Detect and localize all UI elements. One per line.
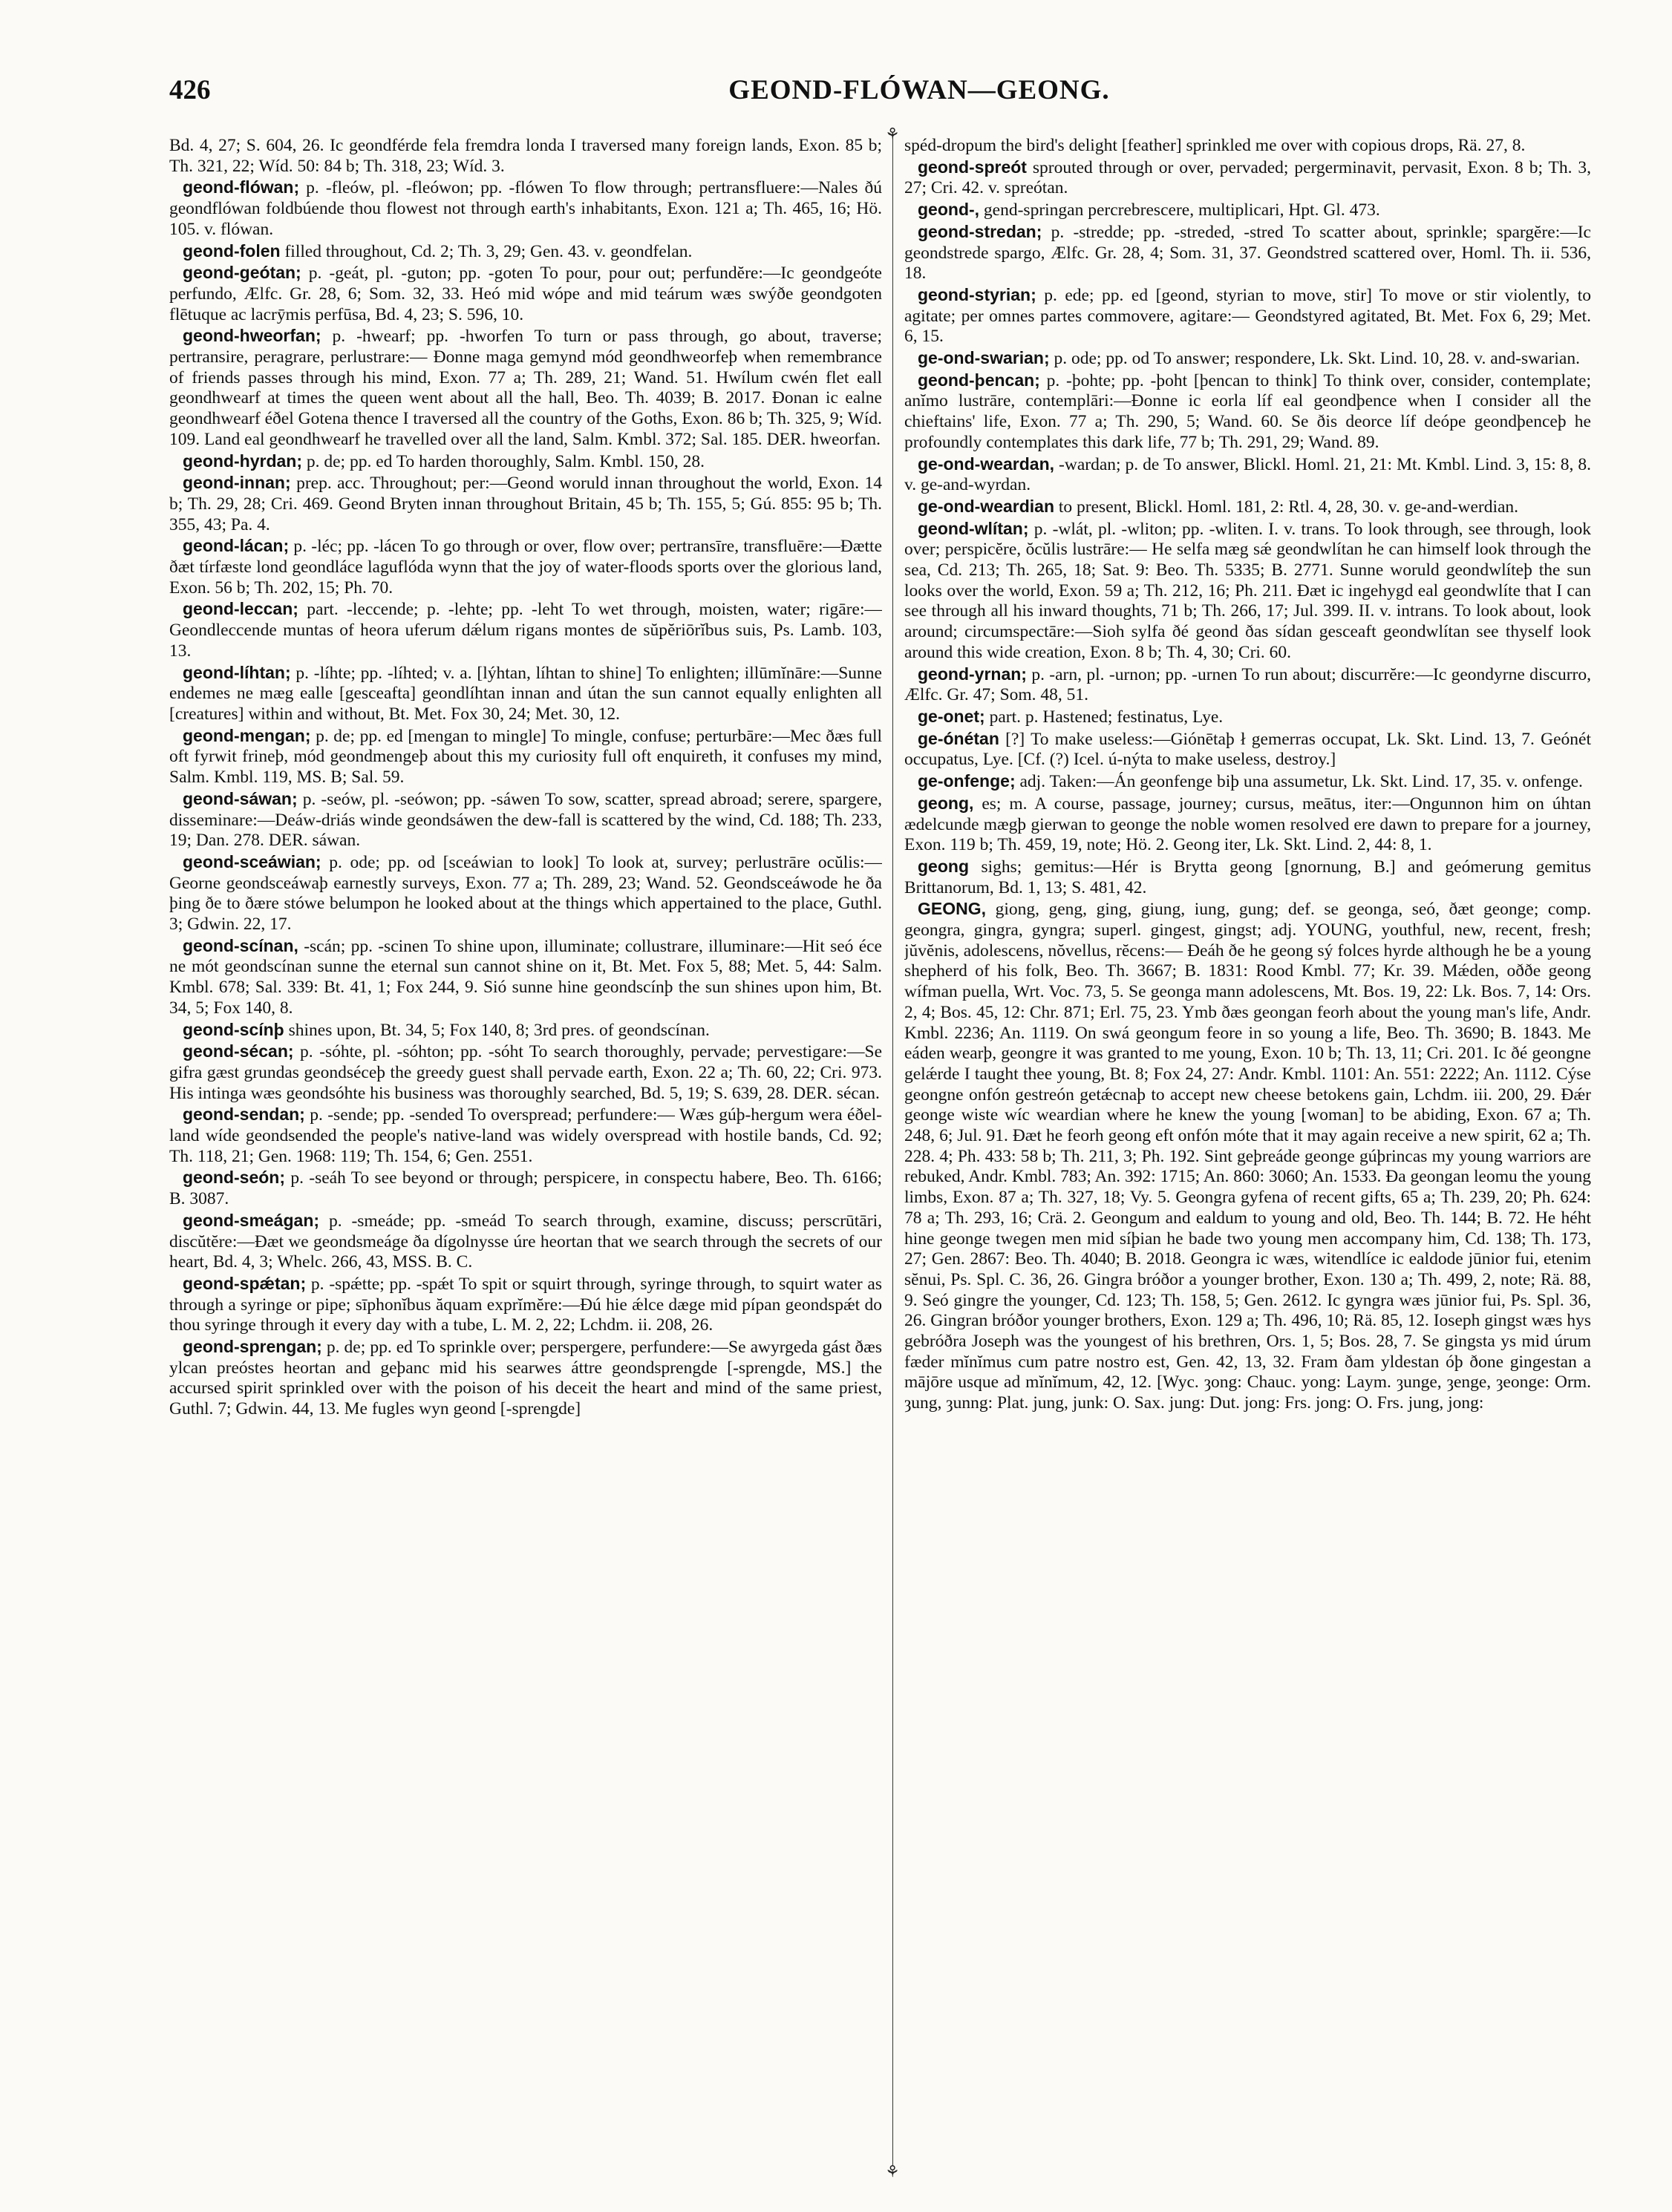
dictionary-entry [169,1020,882,1041]
entry-text: adj. Taken:—Án geonfenge biþ una assumetur, Lk. Skt. Lind. 17, 35. v. onfenge. [1019,772,1583,792]
entry-text: p. -sóhte, pl. -sóhton; pp. -sóht To search thoroughly, pervade; pervestigare:—Se gifra gæst grundas geondséceþ the greedy guest shall pervade earth, Exon. 22 a; Th. 60, 22; Cri. 973. His intinga wæs geondsóhte his business was thoroughly searched, Bd. 5, 19; S. 639, 28. DER. sécan. [169,1042,882,1103]
dictionary-entry [904,454,1591,496]
entry-text: p. -seów, pl. -seówon; pp. -sáwen To sow, scatter, spread abroad; serere, spargere, disseminare:—Deáw-driás winde geondsáwen the dew-fall is scattered by the wind, Cd. 188; Th. 233, 19; Dan. 278. DER. sáwan. [169,789,882,851]
entry-text: p. -smeáde; pp. -smeád To search through, examine, discuss; perscrūtāri, discŭtĕre:—Ðæt we geondsmeáge ða dígolnysse úre heortan that we search through the secrets of our heart, Bd. 4, 3; Whelc. 266, 43, MSS. B. C. [169,1211,882,1272]
entry-text: p. -hwearf; pp. -hworfen To turn or pass through, go about, traverse; pertransire, peragrare, perlustrare:— Ðonne maga gemynd mód geondhweorfeþ when remembrance of friends passes through his mind, Exon. 77 a; Th. 289, 21; Wand. 51. Hwílum cwén flet eall geondhwearf at times the queen went about all the hall, Beo. Th. 4039; B. 2017. Ðonan ic ealne geondhwearf éðel Gotena thence I traversed all the country of the Goths, Exon. 86 b; Th. 325, 9; Wíd. 109. Land eal geondhwearf he travelled over all the land, Salm. Kmbl. 372; Sal. 185. DER. hweorfan. [169,327,882,449]
page-number: 426 [169,75,211,105]
dictionary-entry [169,1211,882,1273]
entry-headword: geond-smeágan; [183,1210,320,1230]
dictionary-entry [169,136,882,177]
entry-headword: geond-folen [183,240,281,261]
entry-text: p. ode; pp. od To answer; respondere, Lk. Skt. Lind. 10, 28. v. and-swarian. [1054,349,1580,369]
entry-text: filled throughout, Cd. 2; Th. 3, 29; Gen. 43. v. geondfelan. [284,241,693,261]
left-column [169,136,882,2170]
entry-headword: geond-geótan; [183,263,301,283]
entry-text: es; m. A course, passage, journey; cursus, meātus, iter:—Ongunnon him on úhtan ædelcunde mægþ gierwan to geonge the noble women resolved ere dawn to prepare for a journey, Exon. 119 b; Th. 459, 19, note; Hö. 2. Geong iter, Lk. Skt. Lind. 2, 44: 8, 1. [904,793,1591,855]
dictionary-entry [904,519,1591,664]
entry-headword: geond-innan; [183,473,291,493]
entry-text: p. -fleów, pl. -fleówon; pp. -flówen To flow through; pertransfluere:—Nales ðú geondflówan foldbúende thou flowest not through earth's inhabitants, Exon. 121 a; Th. 465, 16; Hö. 105. v. flówan. [169,178,882,239]
entry-headword: geond-hweorfan; [183,326,321,346]
dictionary-entry [169,1337,882,1420]
entry-text: p. de; pp. ed To harden thoroughly, Salm. Kmbl. 150, 28. [306,451,705,471]
entry-headword: geond-leccan; [183,599,298,619]
entry-text: spéd-dropum the bird's delight [feather] sprinkled me over with copious drops, Rä. 27, 8. [904,136,1526,155]
right-column [904,136,1591,2170]
dictionary-entry [169,177,882,240]
dictionary-entry [904,857,1591,898]
entry-text: gend-springan percrebrescere, multiplicari, Hpt. Gl. 473. [983,200,1380,220]
entry-text: shines upon, Bt. 34, 5; Fox 140, 8; 3rd pres. of geondscínan. [288,1020,710,1040]
entry-headword: geond-flówan; [183,177,300,197]
entry-headword: geond-scínan, [183,935,298,955]
entry-headword: ge-ónétan [918,728,999,748]
entry-text: part. -leccende; p. -lehte; pp. -leht To wet through, moisten, water; rigāre:—Geondleccende muntas of heora uferum dǽlum rigans montes de sŭpĕriōrĭbus suis, Ps. Lamb. 103, 13. [169,600,882,661]
divider-ornament-top: ⚘ [885,125,900,143]
entry-headword: geond-lácan; [183,536,290,556]
entry-headword: geond-spǽtan; [183,1273,307,1293]
dictionary-entry [904,136,1591,157]
dictionary-entry [169,1168,882,1209]
entry-text: part. p. Hastened; festinatus, Lye. [989,707,1224,727]
entry-headword: geond-seón; [183,1168,285,1188]
page-header [169,74,1672,119]
entry-headword: geond-sécan; [183,1041,294,1061]
dictionary-entry [904,707,1591,728]
entry-headword: geong [918,856,969,876]
entry-text: p. -léc; pp. -lácen To go through or over, flow over; pertransīre, transfluēre:—Ðætte ðæt tírfæste lond geondláce laguflóda wynn that the joy of water-floods sports over the glorious land, Exon. 56 b; Th. 202, 15; Ph. 70. [169,537,882,598]
entry-headword: geond-sáwan; [183,788,298,808]
entry-headword: GEONG, [918,899,987,919]
entry-headword: ge-onfenge; [918,771,1016,791]
dictionary-entry [169,852,882,935]
entry-text: prep. acc. Throughout; per:—Geond woruld innan throughout the world, Exon. 14 b; Th. 29, 28; Cri. 469. Geond Bryten innan throughout Britain, 45 b; Th. 155, 5; Gú. 855: 95 b; Th. 355, 43; Pa. 4. [169,474,882,534]
running-title: GEOND-FLÓWAN—GEONG. [728,75,1110,105]
dictionary-entry [904,729,1591,770]
entry-text: p. -þohte; pp. -þoht [þencan to think] To think over, consider, contemplate; anĭmo lustrāre, contemplāri:—Ðonne ic eorla líf eal geondþence when I consider all the chieftains' life, Exon. 77 a; Th. 290, 5; Wand. 60. Se ðis deorce líf deópe geondþenceþ he profoundly contemplates this dark life, 77 b; Th. 291, 29; Wand. 89. [904,370,1591,452]
entry-headword: geond-sceáwian; [183,851,321,871]
entry-headword: geond-, [918,200,980,220]
entry-headword: geond-hyrdan; [183,451,302,471]
dictionary-entry [904,497,1591,518]
dictionary-entry [169,789,882,851]
entry-headword: geond-styrian; [918,284,1036,304]
entry-headword: geond-líhtan; [183,662,291,682]
entry-headword: ge-ond-weardan, [918,454,1055,474]
dictionary-entry [169,663,882,725]
dictionary-entry [169,473,882,535]
entry-text: -wardan; p. de To answer, Blickl. Homl. 21, 21: Mt. Kmbl. Lind. 3, 15: 8, 8. v. ge-and-wyrdan. [904,454,1591,495]
entry-headword: geong, [918,793,974,813]
entry-text: p. de; pp. ed To sprinkle over; perspergere, perfundere:—Se awyrgeda gást ðæs ylcan preóstes heortan and geþanc mid his searwes áttre geondsprengde [-sprengde, MS.] the accursed spirit sprinkled over with the poison of his deceit the heart and mind of the same priest, Guthl. 7; Gdwin. 44, 13. Me fugles wyn geond [-sprengde] [169,1338,882,1419]
entry-text: p. ode; pp. od [sceáwian to look] To look at, survey; perlustrāre ocŭlis:— Georne geondsceáwaþ earnestly surveys, Exon. 77 a; Th. 289, 23; Wand. 52. Geondsceáwode he ða þing ðe to ðære stówe belumpon he looked about at the things which appertained to the place, Guthl. 3; Gdwin. 22, 17. [169,852,882,935]
dictionary-entry [169,1041,882,1104]
dictionary-entry [169,726,882,788]
entry-text: p. -seáh To see beyond or through; perspicere, in conspectu habere, Beo. Th. 6166; B. 3087. [169,1168,882,1209]
dictionary-entry [904,664,1591,706]
entry-text: p. ede; pp. ed [geond, styrian to move, stir] To move or stir violently, to agitate; per omnes partes commovere, agitare:— Geondstyred agitated, Bt. Met. Fox 6, 29; Met. 6, 15. [904,285,1591,347]
dictionary-entry [169,599,882,661]
entry-headword: geond-stredan; [918,221,1042,241]
entry-headword: geond-þencan; [918,370,1040,390]
column-divider [892,132,893,2166]
dictionary-entry [904,222,1591,284]
divider-ornament-bottom: ⚘ [885,2162,900,2181]
dictionary-entry [904,793,1591,856]
entry-text: giong, geng, ging, giung, iung, gung; def. se geonga, seó, ðæt geonge; comp. geongra, gingra, gyngra; superl. gingest, gingst; adj. YOUNG, youthful, new, recent, fresh; jŭvĕnis, adolescens, nŏvellus, rĕcens:— Ðeáh ðe he geong sý folces hyrde although he be a young shepherd of his folk, Beo. Th. 3667; B. 1831: Rood Kmbl. 77; Kr. 39. Mǽden, oððe geong wífman puella, Wrt. Voc. 73, 5. Se geonga mann adolescens, Mt. Bos. 19, 22: Lk. Bos. 7, 14: Ors. 2, 4; Bos. 45, 12: Chr. 871; Erl. 75, 23. Ymb ðæs geongan feorh about the young man's life, Andr. Kmbl. 2236; An. 1119. On swá geongum feore in so young a life, Beo. Th. 3690; B. 1843. Me eáden wearþ, geongre it was granted to me young, Exon. 10 b; Th. 13, 11; Cri. 201. Ic ðé geongne gelǽrde I taught thee young, Bt. 8; Fox 24, 27: Andr. Kmbl. 1101: An. 551: 2222; An. 1112. Cýse geongne onfón gestreón getǽcnaþ to accept new cheese betokens gain, Lchdm. iii. 200, 29. Ðǽr geonge wiste wíc weardian where he knew the young [woman] to be abiding, Exon. 67 a; Th. 248, 6; Jul. 91. Ðæt he feorh geong eft onfón móte that it may again receive a new spirit, 62 a; Th. 228. 4; Ph. 433: 58 b; Th. 211, 3; Ph. 192. Sint geþreáde geonge gúþrincas my young warriors are rebuked, Andr. Kmbl. 783; An. 392: 1715; An. 860: 3060; An. 1533. Ða geongan leomu the young limbs, Exon. 87 a; Th. 327, 18; Vy. 5. Geongra gyfena of recent gifts, 65 a; Th. 239, 20; Ph. 624: 78 a; Th. 293, 16; Crä. 2. Geongum and ealdum to young and old, Beo. Th. 144; B. 72. He héht hine geonge twegen men mid síþian he bade two young men accompany him, Cd. 138; Th. 173, 27; Gen. 2867: Beo. Th. 4040; B. 2018. Geongra ic wæs, witendlíce ic ealdode jūnior fui, etenim sĕnui, Ps. Spl. C. 36, 26. Gingra bróðor a younger brother, Exon. 130 a; Th. 499, 2, note; Rä. 88, 9. Seó gingre the younger, Cd. 123; Th. 158, 5; Gen. 2612. Ic gyngra wæs jūnior fui, Ps. Spl. 36, 26. Gingran bróðor younger brothers, Exon. 129 a; Th. 496, 10; Rä. 85, 12. Ioseph gingst wæs hys gebróðra Joseph was the youngest of his brethren, Ors. 1, 5; Bos. 28, 7. Se gingsta ys mid úrum fæder mĭnĭmus cum patre nostro est, Gen. 42, 13, 32. Fram ðam yldestan óþ ðone gingestan a mājōre usque ad mĭnĭmum, 42, 12. [Wyc. ȝong: Chauc. yong: Laym. ȝunge, ȝenge, ȝeonge: Orm. ȝung, ȝunng: Plat. jung, junk: O. Sax. jung: Dut. jong: Frs. jong: O. Frs. jung, jong: [904,900,1591,1413]
entry-headword: geond-sprengan; [183,1337,322,1357]
entry-headword: geond-mengan; [183,725,311,745]
dictionary-entry [904,348,1591,370]
entry-headword: ge-ond-swarian; [918,348,1050,368]
dictionary-entry [169,263,882,325]
dictionary-entry [904,771,1591,793]
entry-text: p. -stredde; pp. -streded, -stred To scatter about, sprinkle; spargĕre:—Ic geondstrede spargo, Ælfc. Gr. 28, 4; Som. 31, 37. Geondstred scattered over, Homl. Th. ii. 536, 18. [904,222,1591,284]
entry-text: p. -wlát, pl. -wliton; pp. -wliten. I. v. trans. To look through, see through, look over; perspicĕre, ŏcŭlis lustrāre:— He selfa mæg sǽ geondwlítan he can himself look through the sea, Cd. 213; Th. 265, 18; Sat. 9: Beo. Th. 5335; B. 2771. Sunne woruld geondwlíteþ the sun looks over the world, Exon. 59 a; Th. 212, 16; Ph. 211. Ðæt ic ingehygd eal geondwlíte that I can see through all his inward thoughts, 71 b; Th. 266, 17; Jul. 399. II. v. intrans. To look about, look around; circumspectāre:—Sioh sylfa ðé geond ðas sídan gesceaft geondwlítan see thyself look around this wide creation, Exon. 8 b; Th. 4, 30; Cri. 60. [904,519,1591,662]
entry-text: p. de; pp. ed [mengan to mingle] To mingle, confuse; perturbāre:—Mec ðæs full oft fyrwit frineþ, mód geondmengeþ about this my curiosity full oft enquireth, it confuses my mind, Salm. Kmbl. 119, MS. B; Sal. 59. [169,726,882,788]
dictionary-entry [904,285,1591,347]
entry-text: Bd. 4, 27; S. 604, 26. Ic geondférde fela fremdra londa I traversed many foreign lands, Exon. 85 b; Th. 321, 22; Wíd. 50: 84 b; Th. 318, 23; Wíd. 3. [169,136,882,176]
entry-text: p. -sende; pp. -sended To overspread; perfundere:— Wæs gúþ-hergum wera éðel-land wíde geondsended the people's native-land was widely overspread with hostile bands, Cd. 92; Th. 118, 21; Gen. 1968: 119; Th. 154, 6; Gen. 2551. [169,1105,882,1166]
entry-headword: geond-scínþ [183,1019,284,1039]
entry-text: -scán; pp. -scinen To shine upon, illuminate; collustrare, illuminare:—Hit seó éce ne mót geondscínan sunne the eternal sun cannot shine on it, Bt. Met. Fox 5, 88; Met. 5, 44: Salm. Kmbl. 678; Sal. 339: Bt. 41, 1; Fox 244, 9. Sió sunne hine geondscínþ the sun shines upon him, Bt. 34, 5; Fox 140, 8. [169,936,882,1018]
entry-text: p. -geát, pl. -guton; pp. -goten To pour, pour out; perfundĕre:—Ic geondgeóte perfundo, Ælfc. Gr. 28, 6; Som. 32, 33. Heó mid wópe and mid teárum wæs swýðe geondgoten flētuque ac lacrȳmis perfūsa, Bd. 4, 23; S. 596, 10. [169,264,882,324]
entry-text: to present, Blickl. Homl. 181, 2: Rtl. 4, 28, 30. v. ge-and-werdian. [1058,497,1519,517]
entry-text: p. -spǽtte; pp. -spǽt To spit or squirt through, syringe through, to squirt water as through a syringe or pipe; sīphonĭbus ăquam exprĭmĕre:—Ðú hie ǽlce dæge mid pípan geondspǽt do thou syringe through it every day with a tube, L. M. 2, 22; Lchdm. ii. 208, 26. [169,1274,882,1335]
entry-headword: ge-ond-weardian [918,496,1055,516]
dictionary-entry [169,451,882,473]
dictionary-entry [904,370,1591,454]
dictionary-entry [169,536,882,598]
dictionary-entry [169,1105,882,1167]
dictionary-entry [904,157,1591,199]
dictionary-entry [904,200,1591,221]
entry-text: sighs; gemitus:—Hér is Brytta geong [gnornung, B.] and geómerung gemitus Brittanorum, Bd. 1, 13; S. 481, 42. [904,857,1591,897]
dictionary-entry [904,899,1591,1414]
entry-headword: geond-sendan; [183,1105,305,1125]
entry-headword: ge-onet; [918,706,985,726]
entry-text: p. -líhte; pp. -líhted; v. a. [lýhtan, líhtan to shine] To enlighten; illūmĭnāre:—Sunne endemes ne mæg ealle [gesceafta] geondlíhtan innan and útan the sun cannot equally enlighten all [creatures] within and without, Bt. Met. Fox 30, 24; Met. 30, 12. [169,663,882,724]
entry-text: [?] To make useless:—Giónētaþ ł gemerras occupat, Lk. Skt. Lind. 13, 7. Geónét occupatus, Lye. [Cf. (?) Icel. ú-nýta to make useless, destroy.] [904,729,1591,770]
dictionary-entry [169,241,882,263]
dictionary-entry [169,1274,882,1336]
entry-text: sprouted through or over, pervaded; pergerminavit, pervasit, Exon. 8 b; Th. 3, 27; Cri. 42. v. spreótan. [904,157,1591,198]
dictionary-entry [169,326,882,450]
entry-text: p. -arn, pl. -urnon; pp. -urnen To run about; discurrĕre:—Ic geondyrne discurro, Ælfc. Gr. 47; Som. 48, 51. [904,664,1591,705]
dictionary-entry [169,936,882,1019]
entry-headword: geond-spreót [918,157,1027,177]
entry-headword: geond-yrnan; [918,664,1027,684]
entry-headword: geond-wlítan; [918,518,1029,538]
